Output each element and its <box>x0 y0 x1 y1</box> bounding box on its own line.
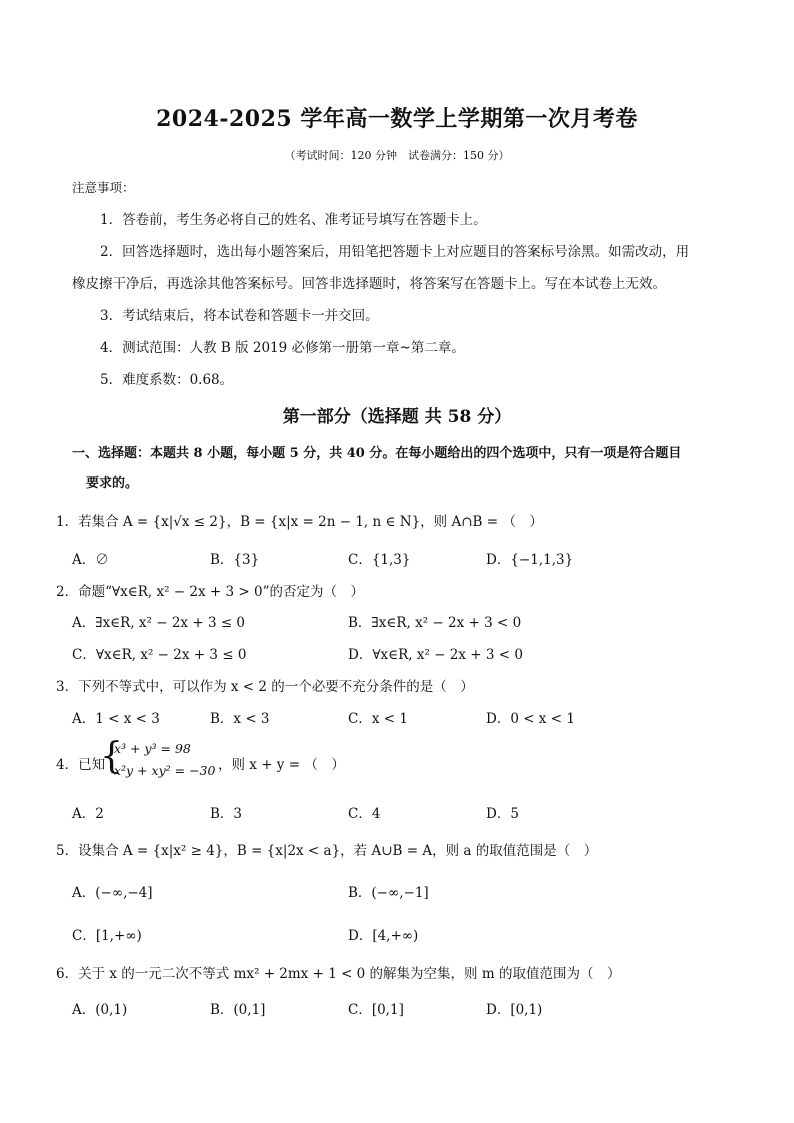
question-6-option-a: A．(0,1) <box>72 1002 128 1018</box>
question-1-stem: 1．若集合 A = {x|√x ≤ 2}，B = {x|x = 2n − 1, n ∈ N}，则 A∩B = （ ） <box>56 514 543 530</box>
exam-title: 2024-2025 学年高一数学上学期第一次月考卷 <box>156 106 638 132</box>
exam-subtitle: （考试时间：120 分钟 试卷满分：150 分） <box>284 149 510 162</box>
question-4-option-c: C．4 <box>348 806 381 822</box>
question-5-option-d: D．[4,+∞) <box>348 928 419 944</box>
question-1-option-b: B．{3} <box>210 552 260 568</box>
question-5-option-c: C．[1,+∞) <box>72 928 142 944</box>
question-4-option-d: D．5 <box>486 806 519 822</box>
notice-item-2: 2．回答选择题时，选出每小题答案后，用铅笔把答题卡上对应题目的答案标号涂黑。如需改动，用 <box>100 244 690 260</box>
question-2-option-c: C．∀x∈R, x² − 2x + 3 ≤ 0 <box>72 647 247 663</box>
question-2-option-a: A．∃x∈R, x² − 2x + 3 ≤ 0 <box>72 615 246 631</box>
question-2-option-b: B．∃x∈R, x² − 2x + 3 < 0 <box>348 615 522 631</box>
notice-heading: 注意事项： <box>72 180 135 195</box>
question-6-stem: 6．关于 x 的一元二次不等式 mx² + 2mx + 1 < 0 的解集为空集，则 m 的取值范围为（ ） <box>56 966 621 982</box>
question-4-system-line1: x³ + y³ = 98 <box>114 741 191 756</box>
notice-item-2-continued: 橡皮擦干净后，再选涂其他答案标号。回答非选择题时，将答案写在答题卡上。写在本试卷上无效。 <box>72 276 666 292</box>
question-6-option-c: C．[0,1] <box>348 1002 404 1018</box>
question-3-option-b: B．x < 3 <box>210 711 270 727</box>
question-3-option-a: A．1 < x < 3 <box>72 711 160 727</box>
question-6-option-d: D．[0,1) <box>486 1002 543 1018</box>
question-2-stem: 2．命题“∀x∈R, x² − 2x + 3 > 0”的否定为（ ） <box>56 584 364 600</box>
notice-item-4: 4．测试范围：人教 B 版 2019 必修第一册第一章~第二章。 <box>100 340 465 356</box>
section-title: 第一部分（选择题 共 58 分） <box>282 407 512 427</box>
notice-item-1: 1．答卷前，考生务必将自己的姓名、准考证号填写在答题卡上。 <box>100 212 487 228</box>
question-1-option-a: A．∅ <box>72 552 109 568</box>
question-5-option-b: B．(−∞,−1] <box>348 885 429 901</box>
question-4-stem-suffix: ，则 x + y = （ ） <box>218 757 345 773</box>
question-4-option-a: A．2 <box>72 806 104 822</box>
notice-item-5: 5．难度系数：0.68。 <box>100 372 234 388</box>
question-4-option-b: B．3 <box>210 806 243 822</box>
question-3-option-d: D．0 < x < 1 <box>486 711 575 727</box>
question-1-option-d: D．{−1,1,3} <box>486 552 574 568</box>
question-5-option-a: A．(−∞,−4] <box>72 885 153 901</box>
question-1-option-c: C．{1,3} <box>348 552 411 568</box>
question-4-stem-prefix: 4．已知 <box>56 757 106 773</box>
question-5-stem: 5．设集合 A = {x|x² ≥ 4}，B = {x|2x < a}，若 A∪B = A，则 a 的取值范围是（ ） <box>56 843 598 859</box>
section-instruction-line1: 一、选择题：本题共 8 小题，每小题 5 分，共 40 分。在每小题给出的四个选项中，只有一项是符合题目 <box>72 446 682 461</box>
question-3-option-c: C．x < 1 <box>348 711 408 727</box>
section-instruction-line2: 要求的。 <box>86 476 139 491</box>
question-3-stem: 3．下列不等式中，可以作为 x < 2 的一个必要不充分条件的是（ ） <box>56 679 474 695</box>
question-2-option-d: D．∀x∈R, x² − 2x + 3 < 0 <box>348 647 523 663</box>
question-4-system-line2: x²y + xy² = −30 <box>114 763 216 778</box>
question-6-option-b: B．(0,1] <box>210 1002 266 1018</box>
system-brace: { <box>100 736 123 777</box>
notice-item-3: 3．考试结束后，将本试卷和答题卡一并交回。 <box>100 308 379 324</box>
